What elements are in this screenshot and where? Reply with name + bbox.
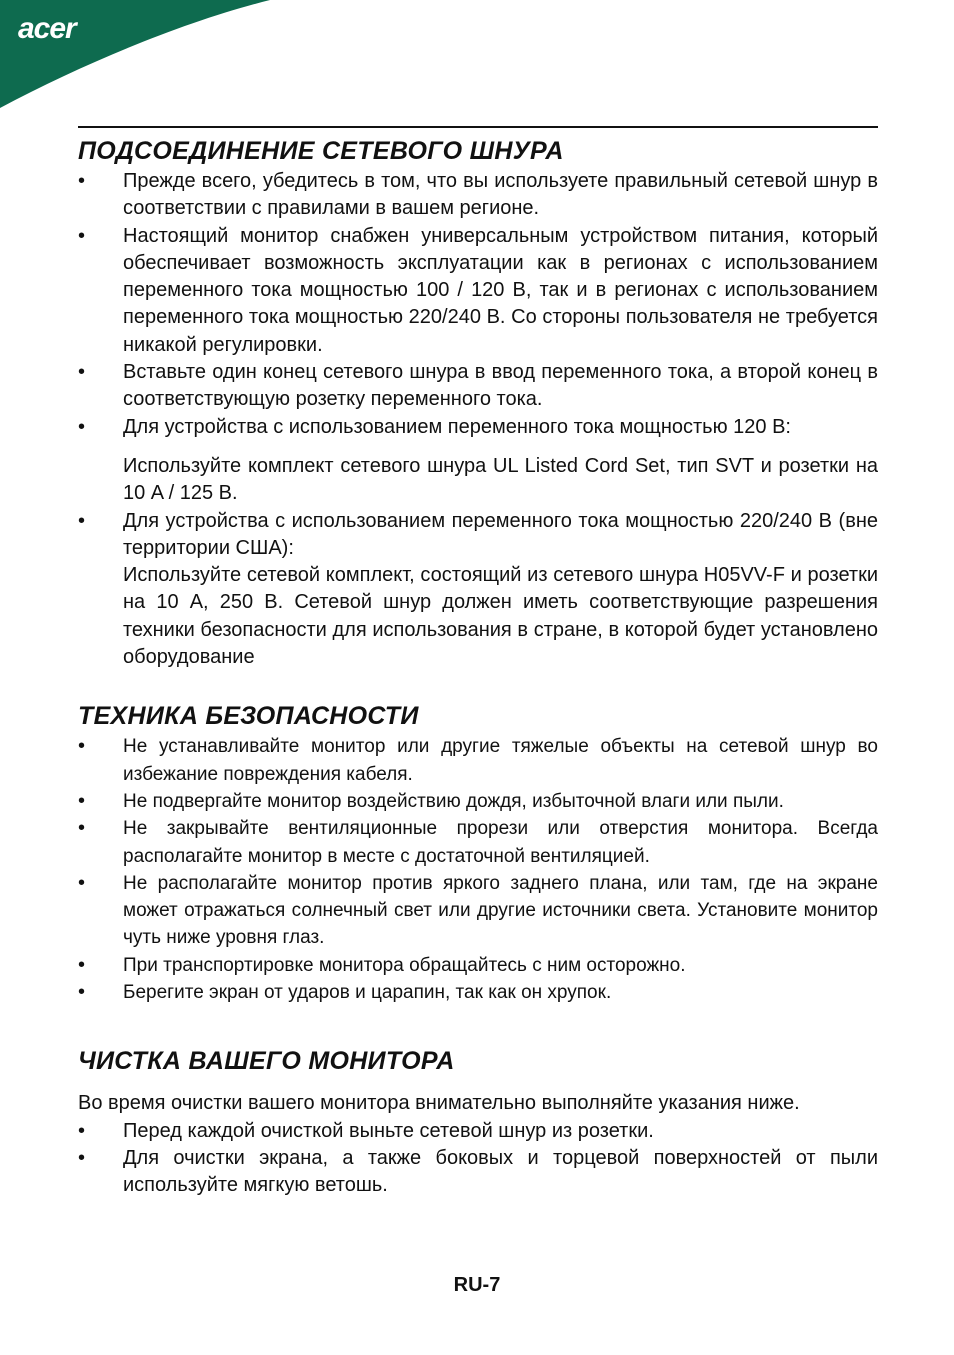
list-item-text: Настоящий монитор снабжен универсальным устройством питания, который обеспечивает возможность эксплуатации как в регионах с использованием переменного тока мощностью 100 / 120 В, так и в регионах с использованием переменного тока мощностью 220/240 В. Со стороны пользователя не требуется никакой регулировки.: [123, 224, 878, 356]
list-item: [78, 815, 878, 870]
list-item-note: Используйте сетевой комплект, состоящий из сетевого шнура H05VV-F и розетки на 10 A, 250 В. Сетевой шнур должен иметь соответствующие разрешения техники безопасности для использования в стране, в которой будет установлено оборудование: [123, 564, 878, 669]
safety-list: [78, 733, 878, 1006]
power-cord-list: [78, 168, 878, 671]
bullet: •: [78, 789, 86, 812]
list-item-text: Не устанавливайте монитор или другие тяжелые объекты на сетевой шнур во избежание повреждения кабеля.: [123, 736, 878, 785]
section-safety: [78, 699, 878, 1006]
list-item-text: Берегите экран от ударов и царапин, так как он хрупок.: [123, 982, 612, 1004]
bullet: •: [78, 1146, 86, 1169]
list-item: [78, 1145, 878, 1200]
cleaning-intro: Во время очистки вашего монитора внимательно выполняйте указания ниже.: [78, 1092, 800, 1115]
page-number: RU-7: [453, 1274, 501, 1296]
bullet: •: [78, 224, 86, 247]
bullet: •: [78, 509, 86, 532]
section-title-cleaning: ЧИСТКА ВАШЕГО МОНИТОРА: [78, 1047, 455, 1076]
list-item-text: При транспортировке монитора обращайтесь с ним осторожно.: [123, 954, 686, 976]
list-item-text: Для устройства с использованием переменного тока мощностью 220/240 В (вне территории США):: [123, 509, 878, 559]
list-item: [78, 223, 878, 359]
list-item-text: Для устройства с использованием переменного тока мощностью 120 В:: [123, 415, 791, 438]
bullet: •: [78, 953, 86, 976]
list-item-text: Вставьте один конец сетевого шнура в ввод переменного тока, а второй конец в соответствующую розетку переменного тока.: [123, 361, 878, 411]
list-item: [78, 788, 878, 815]
list-item-text: Не подвергайте монитор воздействию дождя, избыточной влаги или пыли.: [123, 790, 784, 812]
header-rule: [78, 126, 878, 128]
list-item-text: Прежде всего, убедитесь в том, что вы используете правильный сетевой шнур в соответствии с правилами в вашем регионе.: [123, 170, 878, 220]
bullet: •: [78, 1119, 86, 1142]
bullet: •: [78, 361, 86, 384]
spacer: [123, 441, 878, 453]
bullet: •: [78, 981, 86, 1004]
list-item: [78, 952, 878, 979]
list-item-text: Не располагайте монитор против яркого заднего плана, или там, где на экране может отражаться солнечный свет или другие источники света. Установите монитор чуть ниже уровня глаз.: [123, 872, 878, 949]
list-item: [78, 870, 878, 952]
list-item: [78, 508, 878, 672]
section-title-power-cord: ПОДСОЕДИНЕНИЕ СЕТЕВОГО ШНУРА: [78, 137, 564, 165]
list-item: [78, 414, 878, 508]
list-item: [78, 168, 878, 223]
list-item: [78, 979, 878, 1006]
section-cleaning: [78, 1044, 878, 1199]
list-item-text: Перед каждой очисткой выньте сетевой шнур из розетки.: [123, 1119, 654, 1142]
bullet: •: [78, 871, 86, 894]
page-content: [78, 134, 878, 1200]
section-title-safety: ТЕХНИКА БЕЗОПАСНОСТИ: [78, 702, 419, 731]
cleaning-list: [78, 1118, 878, 1200]
list-item-text: Не закрывайте вентиляционные прорези или отверстия монитора. Всегда располагайте монитор в месте с достаточной вентиляцией.: [123, 818, 878, 867]
list-item: [78, 359, 878, 414]
list-item: [78, 733, 878, 788]
bullet: •: [78, 817, 86, 840]
list-item: [78, 1118, 878, 1145]
list-item-note: Используйте комплект сетевого шнура UL Listed Cord Set, тип SVT и розетки на 10 A / 125 В.: [123, 454, 878, 505]
section-power-cord: [78, 134, 878, 671]
list-item-text: Для очистки экрана, а также боковых и торцевой поверхностей от пыли используйте мягкую ветошь.: [123, 1146, 878, 1197]
bullet: •: [78, 735, 86, 758]
acer-logo: acer: [18, 12, 76, 45]
bullet: •: [78, 415, 86, 438]
bullet: •: [78, 170, 86, 192]
